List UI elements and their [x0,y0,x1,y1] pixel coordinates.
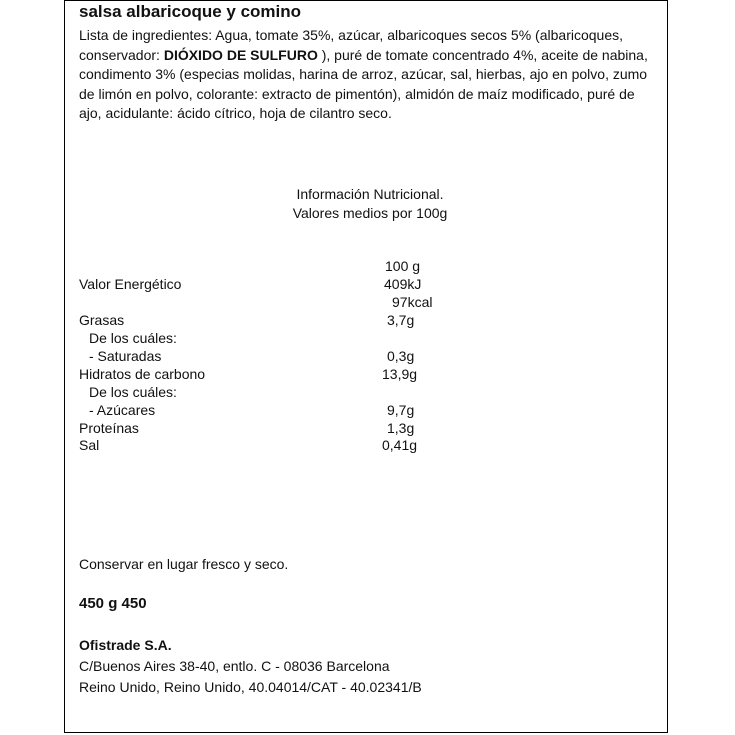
nutrient-value: 13,9g [382,366,418,382]
company-name: Ofistrade S.A. [79,637,172,653]
storage-instructions: Conservar en lugar fresco y seco. [79,556,289,572]
ingredients-text-start: Lista de ingredientes: Agua, tomate 35%, azúcar, albaricoques secos 5% (albaricoques, conservador: [79,27,623,63]
product-title: salsa albaricoque y comino [79,2,302,21]
nutrition-heading: Información Nutricional. [296,186,444,202]
nutrient-value: 0,3g [387,348,415,364]
nutrition-column-header: 100 g [385,258,421,274]
ingredients-text-end: ), puré de tomate concentrado 4%, aceite de nabina, condimento 3% (especias molidas, harina de arroz, azúcar, sal, hierbas, ajo en polvo, zumo de limón en polvo, colorante: extracto de pimentón), almidón de maíz modificado, puré de ajo, acidulante: ácido cítrico, hoja de cilantro seco. [79,46,648,121]
nutrient-label: De los cuáles: [89,330,177,346]
nutrient-label: Proteínas [79,420,139,436]
ingredients-list [79,26,649,124]
allergen-text: DIÓXIDO DE SULFURO [163,46,318,63]
net-weight: 450 g 450 [79,595,147,612]
nutrient-label: Grasas [79,312,125,328]
nutrient-label: Sal [79,437,100,453]
nutrient-value: 9,7g [387,402,415,418]
nutrient-label: Hidratos de carbono [79,366,206,382]
company-address: C/Buenos Aires 38-40, entlo. C - 08036 Barcelona [79,658,390,674]
nutrient-value: 1,3g [387,420,415,436]
nutrition-subheading: Valores medios por 100g [292,205,448,221]
nutrient-value: 0,41g [382,437,418,453]
energy-label: Valor Energético [79,276,182,292]
nutrient-value: 3,7g [387,312,415,328]
nutrient-label: De los cuáles: [89,384,177,400]
nutrient-label: - Azúcares [89,402,156,418]
company-registry: Reino Unido, Reino Unido, 40.04014/CAT - 40.02341/B [79,679,422,695]
energy-kcal-value: 97kcal [392,294,433,310]
energy-kj-value: 409kJ [384,276,422,292]
nutrient-label: - Saturadas [89,348,162,364]
